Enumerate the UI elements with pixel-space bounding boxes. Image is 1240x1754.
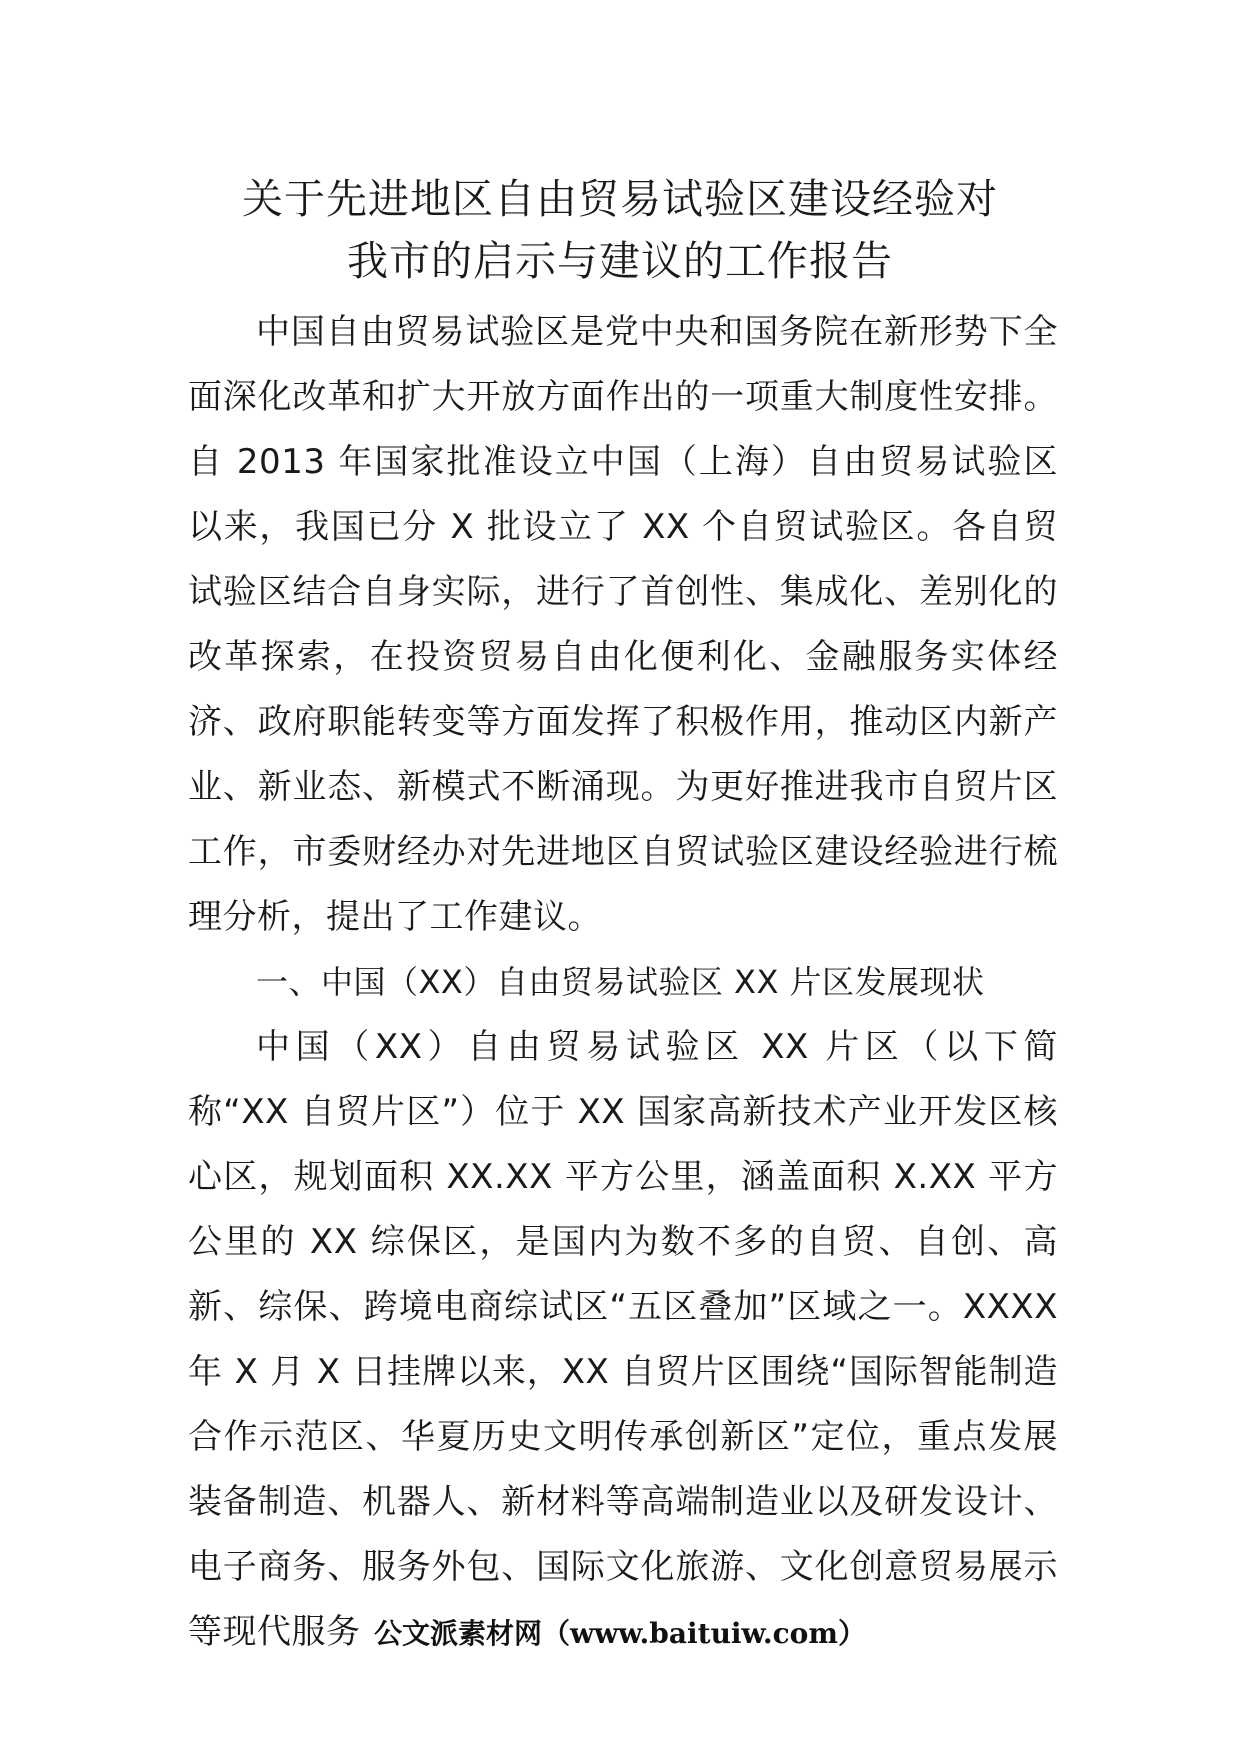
title-line-2: 我市的启示与建议的工作报告: [347, 237, 893, 285]
intro-paragraph: 中国自由贸易试验区是党中央和国务院在新形势下全面深化改革和扩大开放方面作出的一项重大制度性安排。自 2013 年国家批准设立中国（上海）自由贸易试验区以来，我国已分 X 批设立了 XX 个自贸试验区。各自贸试验区结合自身实际，进行了首创性、集成化、差别化的改革探索，在投资贸易自由化便利化、金融服务实体经济、政府职能转变等方面发挥了积极作用，推动区内新产业、新业态、新模式不断涌现。为更好推进我市自贸片区工作，市委财经办对先进地区自贸试验区建设经验进行梳理分析，提出了工作建议。: [188, 312, 1058, 937]
section-paragraph: 中国（XX）自由贸易试验区 XX 片区（以下简称“XX 自贸片区”）位于 XX 国家高新技术产业开发区核心区，规划面积 XX.XX 平方公里，涵盖面积 X.XX 平方公里的 XX 综保区，是国内为数不多的自贸、自创、高新、综保、跨境电商综试区“五区叠加”区域之一。XXXX 年 X 月 X 日挂牌以来，XX 自贸片区围绕“国际智能制造合作示范区、华夏历史文明传承创新区”定位，重点发展装备制造、机器人、新材料等高端制造业以及研发设计、电子商务、服务外包、国际文化旅游、文化创意贸易展示等现代服务: [188, 1027, 1058, 1652]
document-body: [188, 300, 1058, 1665]
footer-watermark: 公文派素材网（www.baituiw.com）: [374, 1617, 866, 1650]
document-title: [150, 168, 1090, 292]
section-heading: 一、中国（XX）自由贸易试验区 XX 片区发展现状: [256, 963, 985, 1001]
title-line-1: 关于先进地区自由贸易试验区建设经验对: [242, 175, 998, 223]
